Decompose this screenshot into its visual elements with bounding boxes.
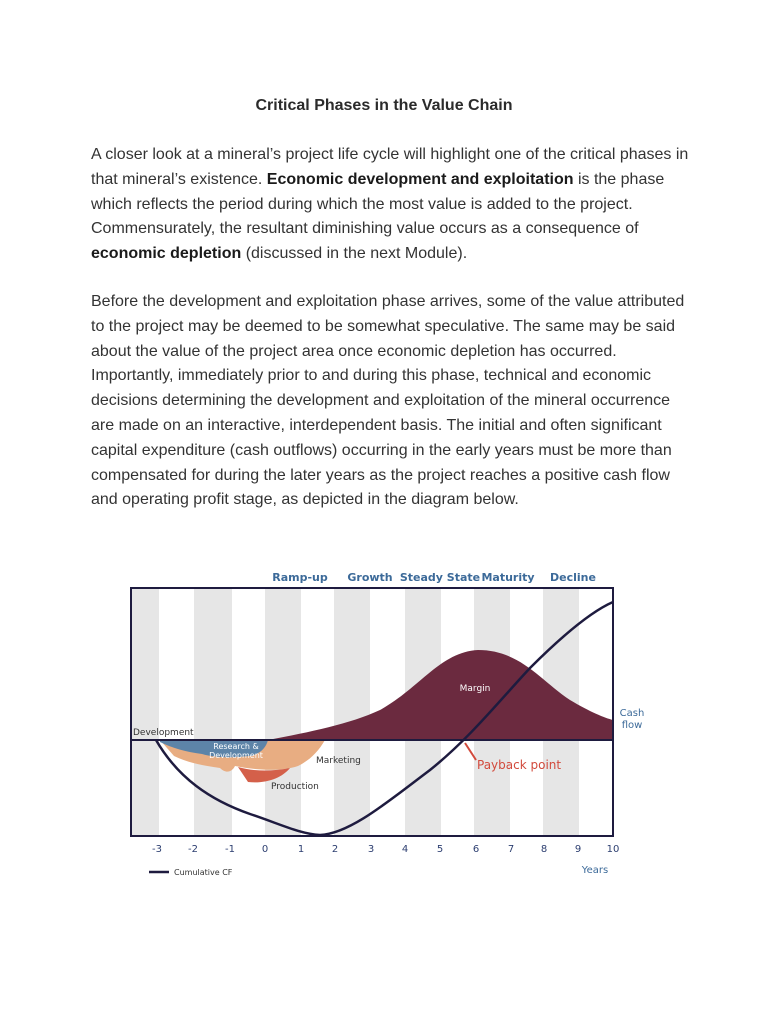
band bbox=[194, 588, 232, 836]
phase-label: Maturity bbox=[481, 571, 535, 584]
x-tick: -1 bbox=[225, 844, 235, 855]
x-tick: 8 bbox=[540, 844, 548, 855]
x-axis-ticks bbox=[152, 844, 619, 855]
x-tick: 3 bbox=[367, 844, 375, 855]
intro-text-2: is the phase which reflects the period during which the most value is added to the project. Commensurately, the resultant diminishing value occurs as a consequence of bbox=[91, 170, 665, 238]
legend-label: Cumulative CF bbox=[174, 868, 233, 877]
phase-label: Ramp-up bbox=[272, 571, 328, 584]
x-tick: 10 bbox=[606, 844, 620, 855]
development-label: Development bbox=[133, 728, 194, 738]
production-label: Production bbox=[271, 782, 319, 792]
x-tick: 1 bbox=[297, 844, 305, 855]
x-tick: 5 bbox=[436, 844, 444, 855]
margin-label: Margin bbox=[459, 684, 491, 694]
phase-label: Decline bbox=[550, 571, 596, 584]
document-title: Critical Phases in the Value Chain bbox=[255, 97, 513, 114]
intro-paragraph bbox=[91, 143, 691, 267]
cash-flow-label: flow bbox=[621, 720, 643, 731]
x-tick: 9 bbox=[574, 844, 582, 855]
intro-bold-2: economic depletion bbox=[91, 245, 242, 263]
body-paragraph: Before the development and exploitation phase arrives, some of the value attributed to the project may be deemed to be somewhat speculative. The same may be said about the value of the project area once economic depletion has occurred. Importantly, immediately prior to and during this phase, technical and economic decisions determining the development and exploitation of the mineral occurrence are made on an interactive, interdependent basis. The initial and often significant capital expenditure (cash outflows) occurring in the early years must be more than compensated for during the later years as the project reaches a positive cash flow and operating profit stage, as depicted in the diagram below. bbox=[91, 293, 685, 509]
phase-label: Growth bbox=[347, 571, 393, 584]
payback-label: Payback point bbox=[477, 758, 562, 772]
band bbox=[131, 588, 159, 836]
marketing-label: Marketing bbox=[316, 756, 361, 766]
band bbox=[334, 588, 370, 836]
band bbox=[265, 588, 301, 836]
x-tick: 7 bbox=[507, 844, 515, 855]
x-tick: 2 bbox=[331, 844, 339, 855]
rd-label-2: Development bbox=[209, 751, 263, 760]
phase-label: Steady State bbox=[399, 571, 481, 584]
x-tick: 6 bbox=[472, 844, 480, 855]
x-tick: 4 bbox=[401, 844, 409, 855]
value-chain-diagram bbox=[120, 560, 645, 890]
x-tick: -2 bbox=[188, 844, 198, 855]
intro-text-3: (discussed in the next Module). bbox=[241, 245, 468, 263]
x-axis-label: Years bbox=[581, 865, 609, 876]
rd-label-1: Research & bbox=[213, 742, 259, 751]
x-tick: -3 bbox=[152, 844, 162, 855]
intro-text-1: A closer look at a mineral’s project life cycle will highlight one of the critical phases in that mineral’s existence. bbox=[91, 146, 689, 188]
x-tick: 0 bbox=[261, 844, 269, 855]
cash-flow-label: Cash bbox=[619, 708, 645, 719]
intro-bold-1: Economic development and exploitation bbox=[266, 170, 574, 188]
